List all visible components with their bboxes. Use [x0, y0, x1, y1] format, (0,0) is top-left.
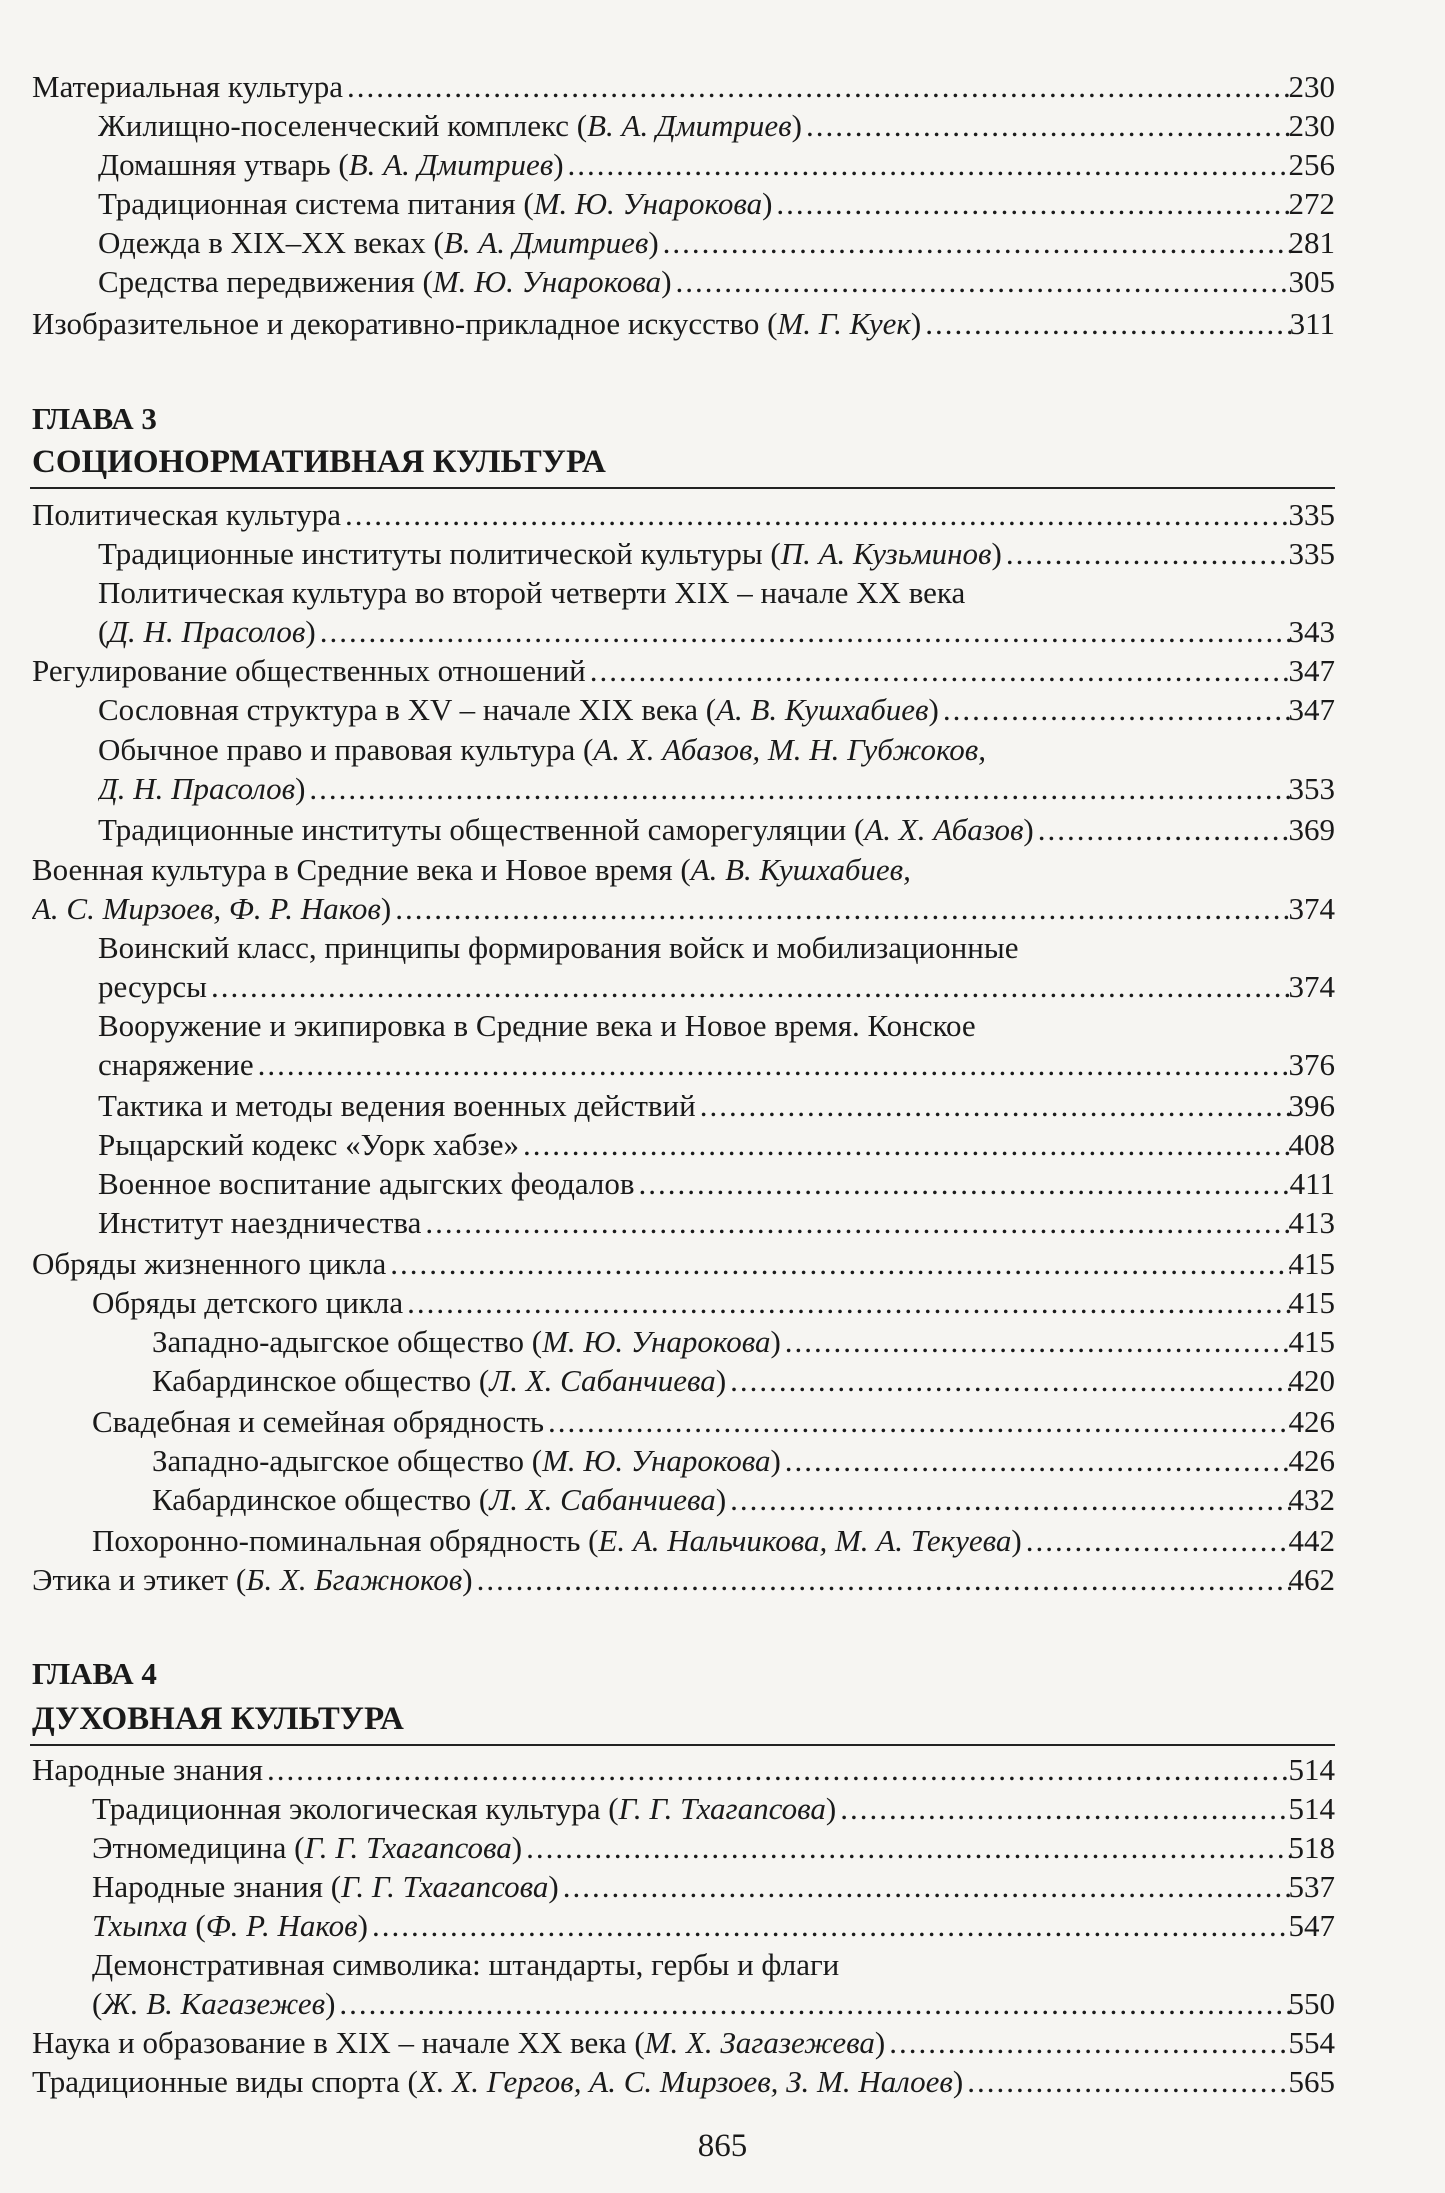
entry-author: Ф. Р. Наков	[205, 1908, 358, 1943]
toc-entry	[0, 1126, 1445, 1164]
entry-author: А. С. Мирзоев, Ф. Р. Наков	[32, 891, 381, 926]
toc-entry	[0, 811, 1445, 849]
chapter-title: ДУХОВНАЯ КУЛЬТУРА	[32, 1701, 404, 1737]
entry-paren: )	[715, 1363, 727, 1398]
toc-entry	[0, 146, 1445, 184]
entry-paren: (	[92, 1986, 103, 2021]
entry-page: 281	[1288, 225, 1335, 260]
entry-page: 343	[1288, 614, 1335, 649]
entry-title: Западно-адыгское общество (	[152, 1324, 543, 1359]
entry-author: Х. Х. Гергов, А. С. Мирзоев, З. М. Налоев	[417, 2064, 953, 2099]
entry-author: Е. А. Нальчикова, М. А. Текуева	[598, 1523, 1012, 1558]
entry-page: 311	[1289, 306, 1335, 341]
toc-entry-wrap	[0, 851, 1445, 889]
entry-paren: (	[98, 614, 109, 649]
entry-page: 413	[1288, 1205, 1335, 1240]
toc-entry	[0, 1751, 1445, 1789]
entry-author: В. А. Дмитриев	[443, 225, 649, 260]
entry-author: М. Ю. Унарокова	[533, 186, 763, 221]
entry-title: Материальная культура	[32, 69, 343, 104]
entry-author: В. А. Дмитриев	[348, 147, 554, 182]
entry-paren: )	[952, 2064, 964, 2099]
entry-page: 415	[1288, 1324, 1335, 1359]
entry-title: Обряды детского цикла	[92, 1285, 404, 1320]
chapter-rule	[30, 1744, 1335, 1746]
entry-paren: )	[357, 1908, 368, 1943]
entry-paren: )	[715, 1482, 727, 1517]
entry-author: П. А. Кузьминов	[780, 536, 992, 571]
entry-author: В. А. Дмитриев	[587, 108, 792, 143]
entry-title: Военная культура в Средние века и Новое время (	[32, 852, 691, 887]
toc-entry	[0, 2063, 1445, 2101]
entry-title: Традиционные институты политической культуры (	[98, 536, 781, 571]
toc-entry-wrap	[0, 929, 1445, 967]
entry-paren: )	[648, 225, 659, 260]
entry-paren: )	[553, 147, 564, 182]
entry-page: 415	[1288, 1246, 1335, 1281]
toc-entry	[0, 535, 1445, 573]
toc-entry	[0, 1245, 1445, 1283]
toc-entry-wrap	[0, 574, 1445, 612]
entry-paren: )	[1023, 812, 1034, 847]
entry-paren: )	[791, 108, 802, 143]
toc-entry	[0, 968, 1445, 1006]
entry-title: Похоронно-поминальная обрядность (	[92, 1523, 599, 1558]
entry-title: Одежда в XIX–XX веках (	[98, 225, 444, 260]
entry-author: Д. Н. Прасолов	[98, 771, 296, 806]
entry-paren: )	[661, 264, 672, 299]
chapter-label: ГЛАВА 3	[32, 401, 157, 436]
entry-paren: )	[825, 1791, 837, 1826]
entry-title: Воинский класс, принципы формирования войск и мобилизационные	[98, 930, 1019, 965]
toc-entry	[0, 890, 1445, 928]
entry-author: Л. Х. Сабанчиева	[489, 1482, 716, 1517]
entry-page: 335	[1288, 497, 1335, 532]
toc-entry	[0, 496, 1445, 534]
entry-title: Сословная структура в XV – начале XIX века (	[98, 692, 717, 727]
toc-entry	[0, 770, 1445, 808]
entry-title: Этномедицина (	[92, 1830, 305, 1865]
entry-title: Тактика и методы ведения военных действий	[98, 1088, 696, 1123]
entry-title: Кабардинское общество (	[152, 1482, 490, 1517]
entry-paren: )	[874, 2025, 886, 2060]
entry-author: М. Ю. Унарокова	[542, 1443, 771, 1478]
entry-author: Г. Г. Тхагапсова	[341, 1869, 549, 1904]
entry-author: А. Х. Абазов	[864, 812, 1024, 847]
entry-title: Изобразительное и декоративно-прикладное искусство (	[32, 306, 778, 341]
entry-paren: )	[511, 1830, 523, 1865]
entry-title: Домашняя утварь (	[98, 147, 349, 182]
entry-author: М. Ю. Унарокова	[542, 1324, 771, 1359]
entry-page: 305	[1288, 264, 1335, 299]
toc-entry-wrap	[0, 1946, 1445, 1984]
entry-page: 554	[1288, 2025, 1335, 2060]
entry-paren: )	[991, 536, 1002, 571]
toc-entry	[0, 1403, 1445, 1441]
toc-entry	[0, 691, 1445, 729]
entry-page: 230	[1288, 69, 1335, 104]
entry-title: Народные знания	[32, 1752, 263, 1787]
entry-page: 514	[1288, 1752, 1335, 1787]
toc-entry	[0, 1323, 1445, 1361]
entry-paren: )	[380, 891, 392, 926]
entry-page: 396	[1288, 1088, 1335, 1123]
toc-entry	[0, 1561, 1445, 1599]
entry-page: 565	[1288, 2064, 1335, 2099]
entry-page: 415	[1288, 1285, 1335, 1320]
toc-entry	[0, 224, 1445, 262]
toc-entry	[0, 652, 1445, 690]
entry-page: 411	[1289, 1166, 1335, 1201]
entry-page: 420	[1288, 1363, 1335, 1398]
toc-entry	[0, 613, 1445, 651]
entry-page: 376	[1288, 1047, 1335, 1082]
entry-title: Традиционная система питания (	[98, 186, 534, 221]
toc-entry-wrap	[0, 1007, 1445, 1045]
entry-page: 432	[1288, 1482, 1335, 1517]
entry-page: 408	[1288, 1127, 1335, 1162]
entry-page: 537	[1288, 1869, 1335, 1904]
entry-page: 518	[1288, 1830, 1335, 1865]
entry-page: 369	[1288, 812, 1335, 847]
toc-entry	[0, 1481, 1445, 1519]
toc-entry	[0, 1165, 1445, 1203]
entry-title: Народные знания (	[92, 1869, 342, 1904]
toc-entry	[0, 1284, 1445, 1322]
toc-entry	[0, 1868, 1445, 1906]
entry-paren: )	[1011, 1523, 1022, 1558]
toc-entry	[0, 1907, 1445, 1945]
toc-entry	[0, 185, 1445, 223]
entry-page: 550	[1288, 1986, 1335, 2021]
toc-entry	[0, 305, 1445, 343]
entry-title: Обычное право и правовая культура (	[98, 732, 594, 767]
entry-title: снаряжение	[98, 1047, 254, 1082]
entry-author: А. В. Кушхабиев,	[690, 852, 911, 887]
entry-paren: )	[295, 771, 306, 806]
entry-title: Средства передвижения (	[98, 264, 433, 299]
toc-entry	[0, 2024, 1445, 2062]
entry-page: 230	[1288, 108, 1335, 143]
toc-entry	[0, 1362, 1445, 1400]
entry-paren: )	[548, 1869, 559, 1904]
toc-entry-wrap	[0, 731, 1445, 769]
entry-page: 514	[1288, 1791, 1335, 1826]
entry-page: 347	[1288, 692, 1335, 727]
entry-paren: )	[305, 614, 316, 649]
entry-title: Традиционная экологическая культура (	[92, 1791, 619, 1826]
toc-entry	[0, 1985, 1445, 2023]
entry-title: Политическая культура	[32, 497, 342, 532]
entry-title: Демонстративная символика: штандарты, гербы и флаги	[92, 1947, 840, 1982]
entry-title: Рыцарский кодекс «Уорк хабзе»	[98, 1127, 519, 1162]
entry-paren: )	[462, 1562, 473, 1597]
entry-page: 547	[1288, 1908, 1335, 1943]
entry-page: 462	[1288, 1562, 1335, 1597]
toc-entry	[0, 107, 1445, 145]
toc-entry	[0, 263, 1445, 301]
entry-author: М. Г. Куек	[777, 306, 911, 341]
chapter-rule	[30, 487, 1335, 489]
entry-author: А. В. Кушхабиев	[716, 692, 929, 727]
toc-entry	[0, 1442, 1445, 1480]
entry-author: Л. Х. Сабанчиева	[489, 1363, 716, 1398]
entry-author: Г. Г. Тхагапсова	[618, 1791, 826, 1826]
toc-entry	[0, 1046, 1445, 1084]
entry-title: Вооружение и экипировка в Средние века и Новое время. Конское	[98, 1008, 976, 1043]
entry-title: Традиционные виды спорта (	[32, 2064, 418, 2099]
entry-paren: )	[770, 1324, 781, 1359]
entry-title: Наука и образование в XIX – начале XX века (	[32, 2025, 645, 2060]
entry-page: 256	[1288, 147, 1335, 182]
entry-paren: )	[762, 186, 773, 221]
entry-page: 374	[1288, 891, 1335, 926]
entry-title: Политическая культура во второй четверти XIX – начале XX века	[98, 575, 966, 610]
entry-author: Б. Х. Бгажноков	[246, 1562, 463, 1597]
entry-title: Традиционные институты общественной саморегуляции (	[98, 812, 865, 847]
chapter-label: ГЛАВА 4	[32, 1656, 157, 1691]
entry-author: М. Ю. Унарокова	[432, 264, 662, 299]
entry-paren: )	[928, 692, 939, 727]
entry-page: 374	[1288, 969, 1335, 1004]
entry-paren: )	[325, 1986, 336, 2021]
entry-paren: )	[770, 1443, 781, 1478]
entry-title: Институт наездничества	[98, 1205, 422, 1240]
entry-author: М. Х. Загазежева	[644, 2025, 875, 2060]
entry-title: Обряды жизненного цикла	[32, 1246, 387, 1281]
entry-title: Кабардинское общество (	[152, 1363, 490, 1398]
toc-entry	[0, 1522, 1445, 1560]
entry-paren: (	[187, 1908, 206, 1943]
entry-author: Д. Н. Прасолов	[108, 614, 306, 649]
entry-page: 442	[1288, 1523, 1335, 1558]
entry-author: А. Х. Абазов, М. Н. Губжоков,	[593, 732, 986, 767]
entry-title: Военное воспитание адыгских феодалов	[98, 1166, 635, 1201]
entry-title: ресурсы	[98, 969, 207, 1004]
entry-title: Этика и этикет (	[32, 1562, 247, 1597]
entry-paren: )	[910, 306, 922, 341]
entry-author: Ж. В. Кагазежев	[102, 1986, 326, 2021]
entry-title: Западно-адыгское общество (	[152, 1443, 543, 1478]
page-number: 865	[697, 2128, 748, 2164]
entry-title: Жилищно-поселенческий комплекс (	[98, 108, 588, 143]
entry-author: Г. Г. Тхагапсова	[304, 1830, 512, 1865]
chapter-title: СОЦИОНОРМАТИВНАЯ КУЛЬТУРА	[32, 444, 606, 480]
entry-page: 426	[1288, 1443, 1335, 1478]
entry-page: 335	[1288, 536, 1335, 571]
entry-page: 272	[1288, 186, 1335, 221]
toc-entry	[0, 1829, 1445, 1867]
toc-entry	[0, 68, 1445, 106]
toc-entry	[0, 1204, 1445, 1242]
toc-entry	[0, 1790, 1445, 1828]
entry-title: Тхыпха	[92, 1908, 188, 1943]
entry-page: 426	[1288, 1404, 1335, 1439]
entry-title: Свадебная и семейная обрядность	[92, 1404, 544, 1439]
entry-page: 347	[1288, 653, 1335, 688]
toc-entry	[0, 1087, 1445, 1125]
entry-page: 353	[1288, 771, 1335, 806]
entry-title: Регулирование общественных отношений	[32, 653, 586, 688]
